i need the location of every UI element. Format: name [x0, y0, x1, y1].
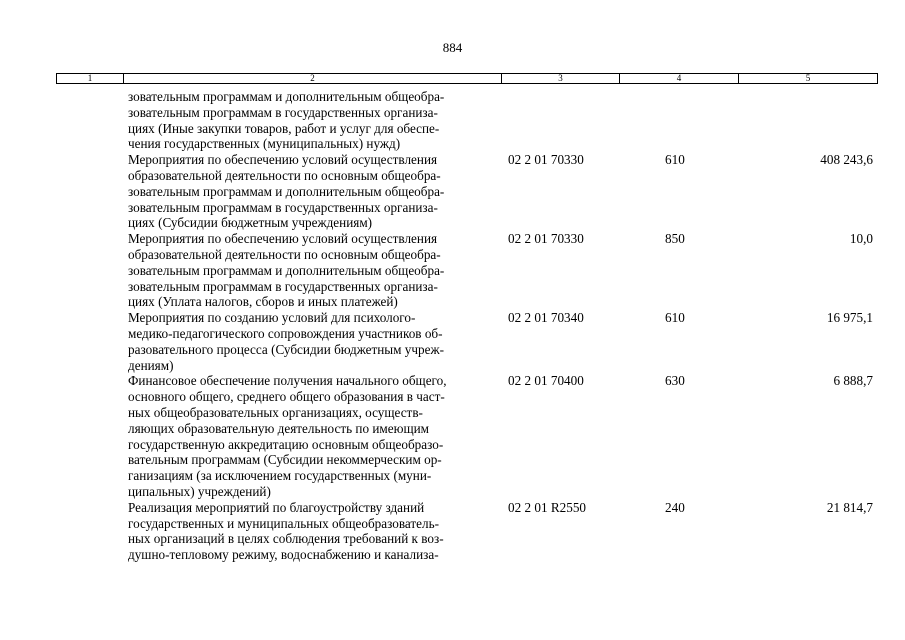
- row-expense-type: 240: [665, 499, 685, 515]
- row-code: 02 2 01 R2550: [508, 499, 587, 515]
- description-line: ципальных) учреждений): [128, 483, 271, 499]
- description-line: циях (Субсидии бюджетным учреждениям): [128, 215, 373, 231]
- column-header-3: 3: [502, 74, 620, 83]
- row-code: 02 2 01 70330: [508, 231, 584, 247]
- row-description: [128, 89, 498, 152]
- table-row: [0, 310, 905, 373]
- column-header-2: 2: [124, 74, 502, 83]
- row-expense-type: 630: [665, 373, 685, 389]
- row-description: [128, 373, 498, 499]
- table-row: [0, 500, 905, 563]
- description-line: зовательным программам в государственных организа-: [128, 104, 438, 120]
- column-header-5: 5: [805, 73, 811, 83]
- table-body: [0, 89, 905, 563]
- description-line: государственную аккредитацию основным общеобразо-: [128, 436, 444, 452]
- row-amount: 6 888,7: [833, 373, 873, 389]
- description-line: Мероприятия по обеспечению условий осуществления: [128, 152, 438, 168]
- row-code: 02 2 01 70400: [508, 373, 584, 389]
- description-line: государственных и муниципальных общеобразователь-: [128, 515, 439, 531]
- column-header-1: 1: [57, 74, 124, 83]
- description-line: душно-тепловому режиму, водоснабжению и канализа-: [128, 547, 439, 563]
- table-header: [56, 73, 878, 84]
- description-line: зовательным программам и дополнительным общеобра-: [128, 183, 445, 199]
- description-line: дениям): [128, 357, 174, 373]
- description-line: Мероприятия по обеспечению условий осуществления: [128, 231, 438, 247]
- row-amount: 10,0: [849, 231, 873, 247]
- row-expense-type: 610: [665, 310, 685, 326]
- description-line: Реализация мероприятий по благоустройству зданий: [128, 499, 425, 515]
- description-line: ляющих образовательную деятельность по имеющим: [128, 420, 430, 436]
- row-code: 02 2 01 70340: [508, 310, 584, 326]
- table-row: [0, 373, 905, 499]
- description-line: Мероприятия по созданию условий для психолого-: [128, 310, 416, 326]
- description-line: ных организаций в целях соблюдения требований к воз-: [128, 531, 444, 547]
- description-line: образовательной деятельности по основным общеобра-: [128, 246, 441, 262]
- description-line: циях (Иные закупки товаров, работ и услуг для обеспе-: [128, 120, 440, 136]
- description-line: циях (Уплата налогов, сборов и иных платежей): [128, 294, 398, 310]
- description-line: Финансовое обеспечение получения начального общего,: [128, 373, 447, 389]
- description-line: ганизациям (за исключением государственных (муни-: [128, 468, 432, 484]
- row-description: [128, 152, 498, 231]
- page-number: 884: [442, 40, 463, 55]
- description-line: образовательной деятельности по основным общеобра-: [128, 167, 441, 183]
- description-line: разовательного процесса (Субсидии бюджетным учреж-: [128, 341, 444, 357]
- row-amount: 21 814,7: [826, 499, 873, 515]
- description-line: вательным программам (Субсидии некоммерческим ор-: [128, 452, 442, 468]
- row-amount: 408 243,6: [820, 152, 873, 168]
- row-expense-type: 610: [665, 152, 685, 168]
- row-description: [128, 310, 498, 373]
- row-description: [128, 500, 498, 563]
- table-row: [0, 152, 905, 231]
- description-line: основного общего, среднего общего образования в част-: [128, 389, 445, 405]
- description-line: зовательным программам в государственных организа-: [128, 199, 438, 215]
- description-line: ных общеобразовательных организациях, осуществ-: [128, 404, 423, 420]
- description-line: зовательным программам в государственных организа-: [128, 278, 438, 294]
- table-row: [0, 231, 905, 310]
- row-description: [128, 231, 498, 310]
- description-line: чения государственных (муниципальных) нужд): [128, 136, 401, 152]
- column-header-4: 4: [620, 74, 739, 83]
- row-amount: 16 975,1: [826, 310, 873, 326]
- table-row: [0, 89, 905, 152]
- description-line: зовательным программам и дополнительным общеобра-: [128, 262, 445, 278]
- description-line: зовательным программам и дополнительным общеобра-: [128, 89, 445, 104]
- row-code: 02 2 01 70330: [508, 152, 584, 168]
- description-line: медико-педагогического сопровождения участников об-: [128, 325, 443, 341]
- row-expense-type: 850: [665, 231, 685, 247]
